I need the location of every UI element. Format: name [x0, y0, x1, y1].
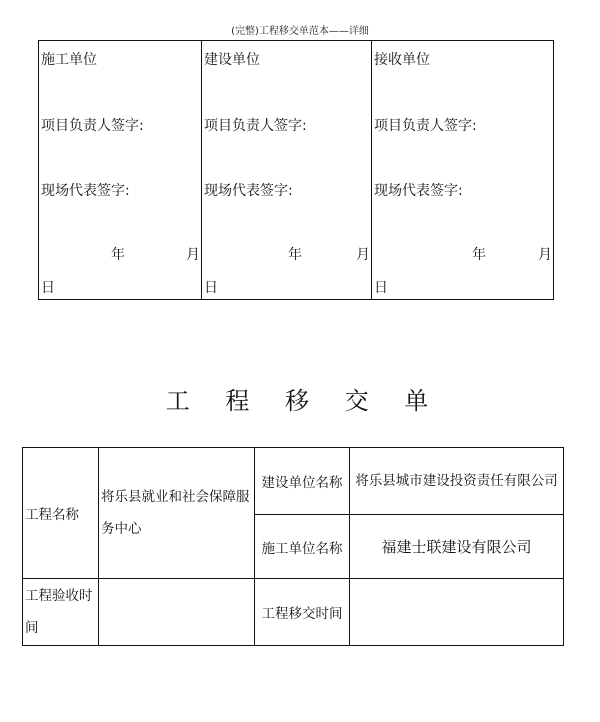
signature-cell-contractor — [39, 41, 202, 300]
acceptance-time-label: 工程验收时间 — [23, 579, 99, 646]
handover-time-value — [350, 579, 564, 646]
owner-unit-value: 将乐县城市建设投资责任有限公司 — [350, 448, 564, 515]
acceptance-time-value — [99, 579, 255, 646]
contractor-unit-value: 福建士联建设有限公司 — [350, 515, 564, 579]
site-representative-signature-label: 现场代表签字: — [204, 183, 293, 199]
project-name-label: 工程名称 — [23, 448, 99, 579]
owner-unit-label: 建设单位名称 — [255, 448, 350, 515]
signature-cell-receiver — [372, 41, 554, 300]
site-representative-signature-label: 现场代表签字: — [374, 183, 463, 199]
day-label: 日 — [41, 280, 55, 296]
project-manager-signature-label: 项目负责人签字: — [204, 118, 307, 134]
year-label: 年 — [111, 247, 125, 263]
signature-unit-label: 接收单位 — [374, 52, 430, 68]
signature-cell-owner — [202, 41, 372, 300]
month-label: 月 — [356, 247, 370, 263]
project-manager-signature-label: 项目负责人签字: — [41, 118, 144, 134]
project-manager-signature-label: 项目负责人签字: — [374, 118, 477, 134]
day-label: 日 — [204, 280, 218, 296]
month-label: 月 — [186, 247, 200, 263]
site-representative-signature-label: 现场代表签字: — [41, 183, 130, 199]
project-name-value: 将乐县就业和社会保障服务中心 — [99, 448, 255, 579]
year-label: 年 — [288, 247, 302, 263]
page-title: 工 程 移 交 单 — [165, 387, 443, 415]
signature-unit-label: 建设单位 — [204, 52, 260, 68]
handover-table — [22, 447, 564, 646]
signature-table — [38, 40, 554, 300]
day-label: 日 — [374, 280, 388, 296]
year-label: 年 — [472, 247, 486, 263]
document-header-title: (完整)工程移交单范本——详细 — [231, 26, 369, 37]
contractor-unit-label: 施工单位名称 — [255, 515, 350, 579]
handover-time-label: 工程移交时间 — [255, 579, 350, 646]
signature-unit-label: 施工单位 — [41, 52, 97, 68]
month-label: 月 — [538, 247, 552, 263]
